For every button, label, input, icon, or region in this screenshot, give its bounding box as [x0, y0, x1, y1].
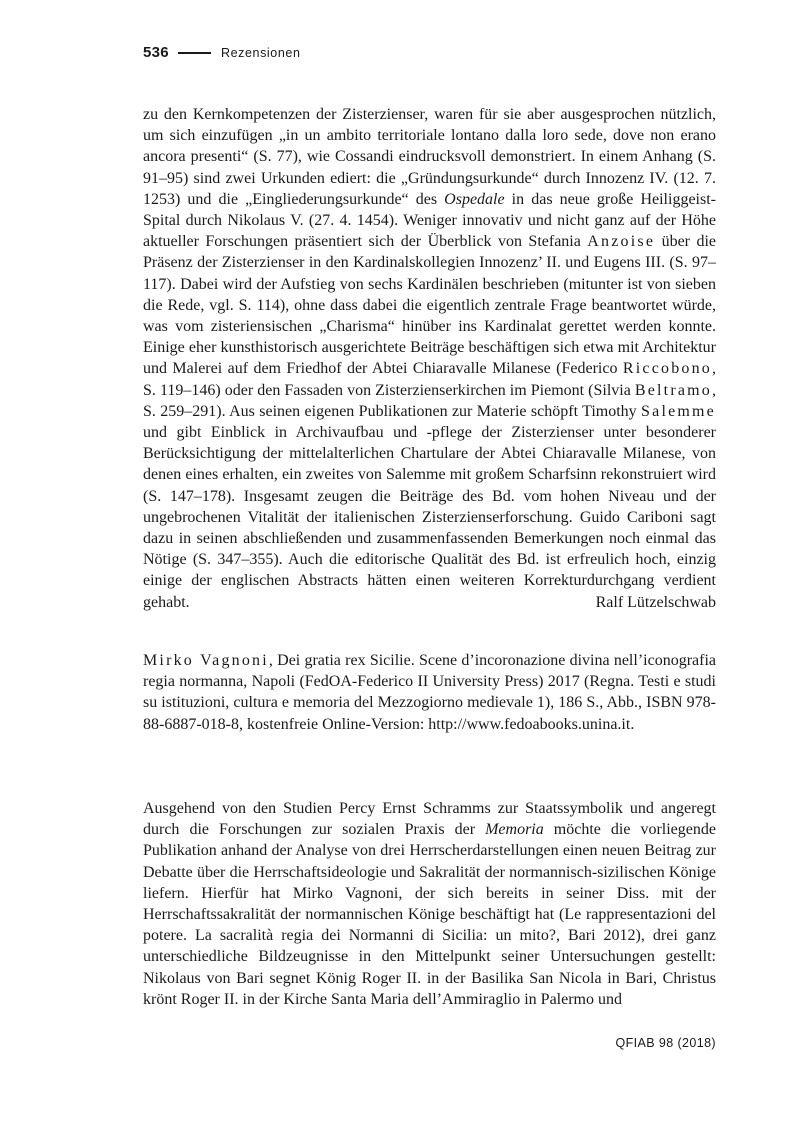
author-name: Salemme — [641, 402, 716, 420]
journal-footer: QFIAB 98 (2018) — [615, 1036, 716, 1050]
book-author: Mirko Vagnoni — [143, 652, 269, 669]
header-rule — [178, 52, 211, 54]
author-name: Riccobono — [622, 360, 712, 378]
author-name: Anzoise — [587, 233, 656, 251]
running-header — [143, 44, 301, 61]
bibliographic-entry — [143, 650, 716, 735]
review-paragraph: Ausgehend von den Studien Percy Ernst Schramms zur Staatssymbolik und angeregt durch die Forschungen zur sozialen Praxis der Memoria möchte die vorliegende Publikation anhand der Analyse von drei Herrscherdarstellungen einen neuen Beitrag zur Debatte über die Herrschaftsideologie und Sakralität der normannisch-sizilischen Könige liefern. Hierfür hat Mirko Vagnoni, der sich bereits in seiner Diss. mit der Herrschaftssakralität der normannischen Könige beschäftigt hat (Le rappresentazioni del potere. La sacralità regia dei Normanni di Sicilia: un mito?, Bari 2012), drei ganz unterschiedliche Bildzeugnisse in den Mittelpunkt seiner Untersuchungen gestellt: Nikolaus von Bari segnet König Roger II. in der Basilika San Nicola in Bari, Christus krönt Roger II. in der Kirche Santa Maria dell’Ammiraglio in Palermo und — [143, 800, 716, 1008]
page-number: 536 — [143, 44, 169, 61]
citation-text: , Dei gratia rex Sicilie. Scene d’incoronazione divina nell’iconografia regia normanna, Napoli (FedOA-Federico II University Press) 2017 (Regna. Testi e studi su istituzioni, cultura e memoria del Mezzogiorno medievale 1), 186 S., Abb., ISBN 978-88-6887-018-8, kostenfreie Online-Version: http://www.fedoabooks.unina.it. — [143, 652, 717, 733]
citation-paragraph — [143, 650, 716, 735]
italic-term: Memoria — [485, 821, 544, 839]
section-title: Rezensionen — [220, 45, 301, 60]
italic-term: Ospedale — [444, 190, 505, 208]
author-name: Beltramo — [634, 381, 712, 399]
review-paragraph: zu den Kernkompetenzen der Zisterzienser, waren für sie aber ausgesprochen nützlich, um sich einzufügen „in un ambito territoriale lontano dalla loro sede, dove non erano ancora presenti“ (S. 77), wie Cossandi eindrucksvoll demonstriert. In einem Anhang (S. 91–95) sind zwei Urkunden ediert: die „Gründungsurkunde“ durch Innozenz IV. (12. 7. 1253) und die „Eingliederungsurkunde“ des Ospedale in das neue große Heiliggeist-Spital durch Nikolaus V. (27. 4. 1454). Weniger innovativ und nicht ganz auf der Höhe aktueller Forschungen präsentiert sich der Überblick von Stefania Anzoise über die Präsenz der Zisterzienser in den Kardinalskollegien Innozenz’ II. und Eugens III. (S. 97–117). Dabei wird der Aufstieg von sechs Kardinälen beschrieben (mitunter ist von sieben die Rede, vgl. S. 114), ohne dass dabei die eigentlich zentrale Frage beantwortet würde, was vom zisteriensischen „Charisma“ hinüber ins Kardinalat gerettet werden konnte. Einige eher kunsthistorisch ausgerichtete Beiträge beschäftigen sich etwa mit Architektur und Malerei auf dem Friedhof der Abtei Chiaravalle Milanese (Federico Riccobono, S. 119–146) oder den Fassaden von Zisterzienserkirchen im Piemont (Silvia Beltramo, S. 259–291). Aus seinen eigenen Publikationen zur Materie schöpft Timothy Salemme und gibt Einblick in Archivaufbau und -pflege der Zisterzienser unter besonderer Berücksichtigung der mittelalterlichen Chartulare der Abtei Chiaravalle Milanese, von denen eines erhalten, ein zweites von Salemme mit großem Scharfsinn rekonstruiert wird (S. 147–178). Insgesamt zeugen die Beiträge des Bd. vom hohen Niveau und der ungebrochenen Vitalität der italienischen Zisterzienserforschung. Guido Cariboni sagt dazu in seinen abschließenden und zusammenfassenden Bemerkungen noch einmal das Nötige (S. 347–355). Auch die editorische Qualität des Bd. ist erfreulich hoch, einzig einige der englischen Abstracts hätten einen weiteren Korrekturdurchgang verdient gehabt. Ralf Lützelschwab — [143, 104, 716, 613]
review-text-1 — [143, 104, 716, 613]
reviewer-signature: Ralf Lützelschwab — [595, 593, 716, 611]
review-text-2 — [143, 798, 716, 1010]
